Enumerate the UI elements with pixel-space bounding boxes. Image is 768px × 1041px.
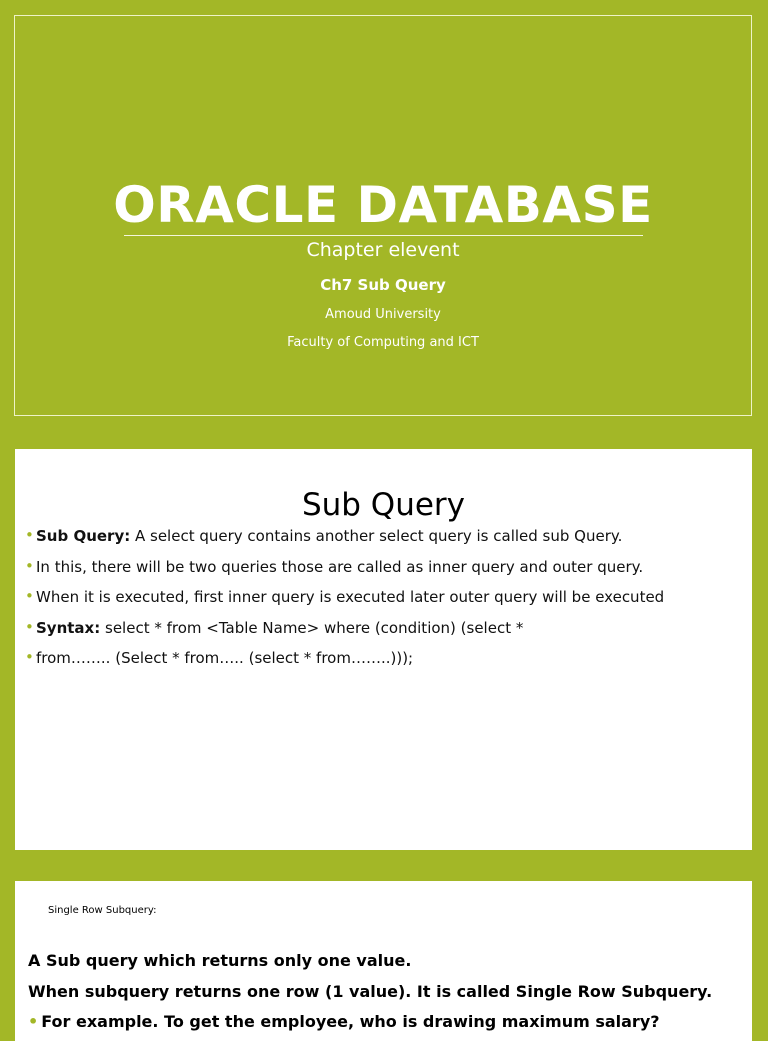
bullet-item [25, 649, 664, 680]
university-name: Amoud University [325, 307, 441, 322]
faculty-name: Faculty of Computing and ICT [287, 335, 479, 350]
bullet-icon: • [25, 617, 34, 636]
slide-heading: Sub Query [301, 487, 466, 523]
bullet-bold: Syntax: [36, 618, 101, 637]
bullet-item [25, 527, 664, 558]
bullet-item [25, 558, 664, 589]
bullet-icon: • [28, 1012, 39, 1031]
bullet-item [25, 588, 664, 619]
title-slide [14, 15, 752, 416]
chapter-subtitle: Chapter elevent [306, 239, 460, 261]
definition-line: When subquery returns one row (1 value). It is called Single Row Subquery. [28, 982, 713, 1001]
topic-subtitle: Ch7 Sub Query [320, 276, 446, 294]
bullet-item [25, 619, 664, 650]
bullet-bold: Sub Query: [36, 527, 131, 545]
example-line [28, 1012, 660, 1031]
bullet-text: In this, there will be two queries those are called as inner query and outer query. [36, 557, 644, 576]
slide-heading: Single Row Subquery: [48, 905, 157, 916]
slide-title: ORACLE DATABASE [113, 176, 653, 234]
bullet-icon: • [25, 587, 34, 605]
bullet-text: from…….. (Select * from….. (select * from……..))); [36, 649, 414, 667]
subquery-slide [15, 449, 752, 850]
single-row-subquery-slide [15, 881, 752, 1041]
bullet-list [25, 527, 664, 680]
bullet-text: A select query contains another select query is called sub Query. [130, 527, 623, 545]
bullet-text: select * from <Table Name> where (condition) (select * [100, 618, 524, 637]
bullet-icon: • [25, 526, 34, 544]
definition-line: A Sub query which returns only one value. [28, 951, 412, 970]
bullet-icon: • [25, 556, 34, 575]
bullet-icon: • [25, 648, 34, 666]
title-divider [124, 235, 643, 236]
bullet-text: When it is executed, first inner query is executed later outer query will be executed [36, 588, 665, 606]
example-text: For example. To get the employee, who is drawing maximum salary? [41, 1012, 660, 1031]
